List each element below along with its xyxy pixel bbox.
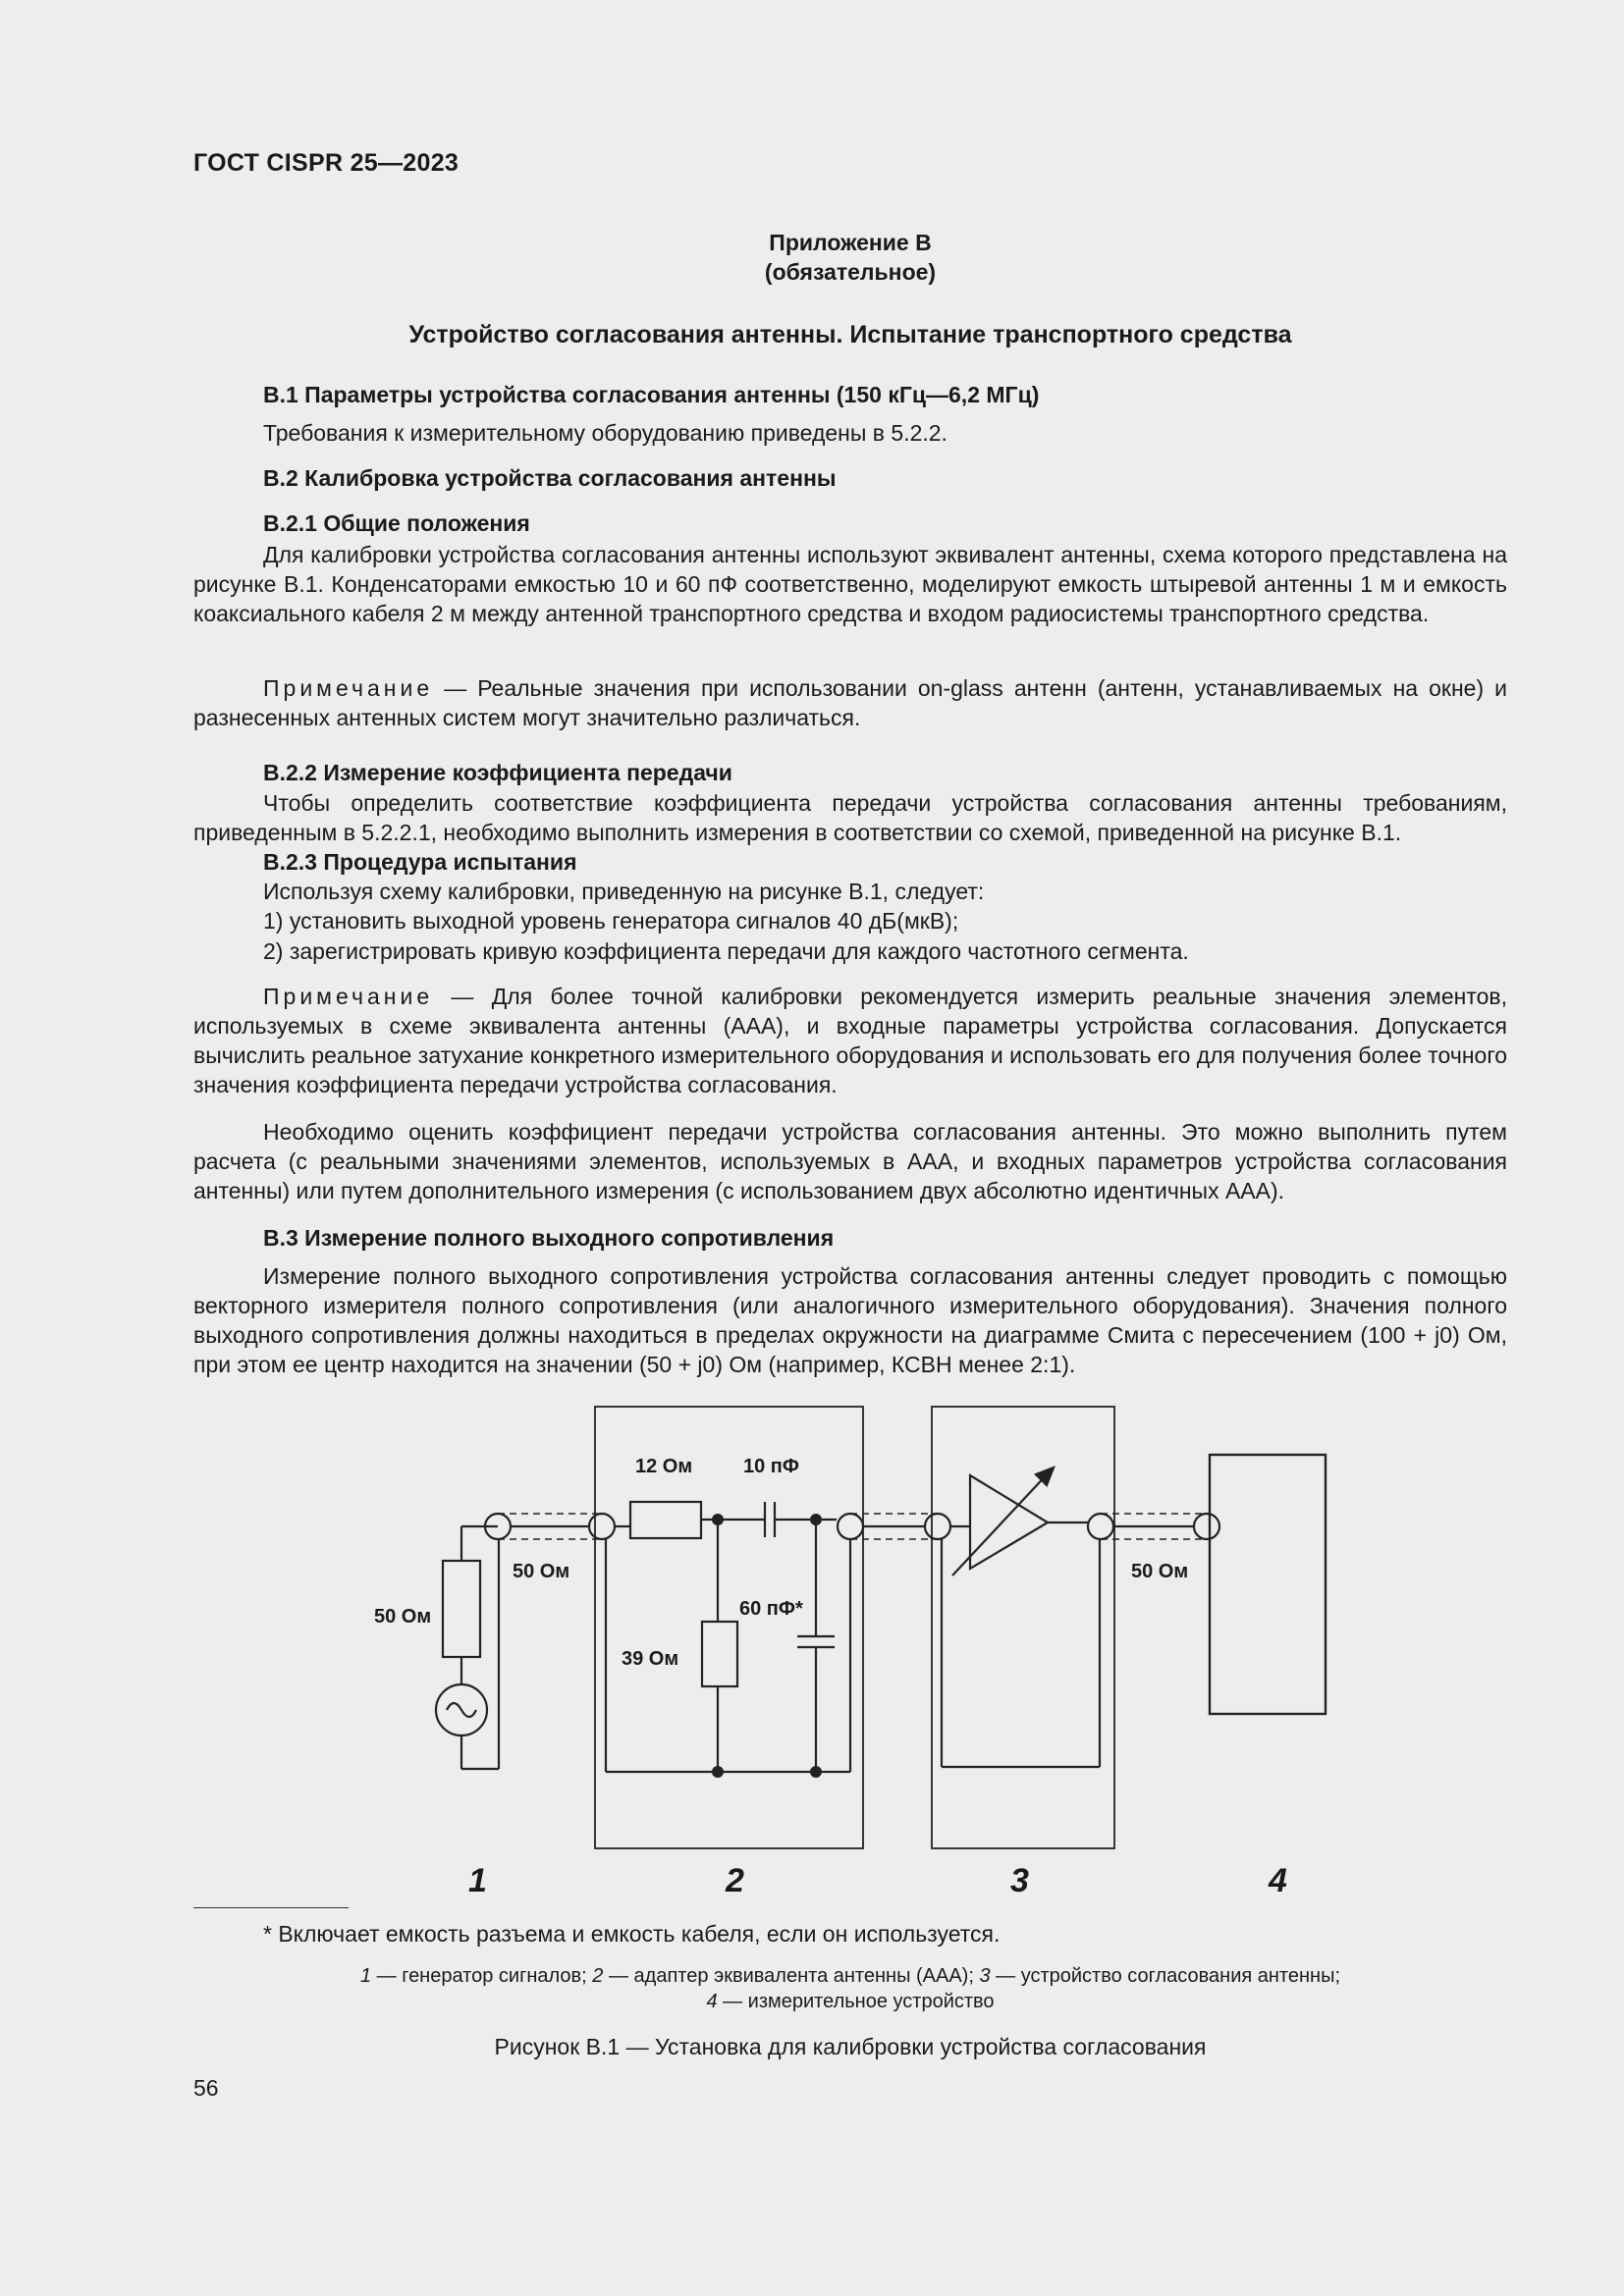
connector xyxy=(589,1514,615,1539)
connector xyxy=(1194,1514,1219,1539)
annex-status: (обязательное) xyxy=(764,259,937,285)
note-2-text: — Для более точной калибровки рекомендуется измерить реальные значения элементов, используемых в схеме эквивалента антенны (ААА), и входные параметры устройства согласования. Допускается вычислить реальное затухание конкретного измерительного оборудования и использовать его для получения более точного значения коэффициента передачи устройства согласования. xyxy=(193,984,1507,1097)
list-item: 1) установить выходной уровень генератора сигналов 40 дБ(мкВ); xyxy=(263,908,959,934)
document-header: ГОСТ CISPR 25—2023 xyxy=(193,149,460,177)
section-b3-title: В.3 Измерение полного выходного сопротивления xyxy=(263,1225,835,1251)
junction-dot xyxy=(712,1514,724,1525)
figure-number-2: 2 xyxy=(726,1862,744,1899)
connector xyxy=(925,1514,950,1539)
section-b22-text: Чтобы определить соответствие коэффициента передачи устройства согласования антенны требованиям, приведенным в 5.2.2.1, необходимо выполнить измерения в соответствии со схемой, приведенной на рисунке В.1. xyxy=(193,790,1507,845)
note-2-label: Примечание xyxy=(263,984,434,1009)
section-b21-text: Для калибровки устройства согласования антенны используют эквивалент антенны, схема которого представлена на рисунке В.1. Конденсаторами емкостью 10 и 60 пФ соответственно, моделируют емкость штыревой антенны 1 м и емкость коаксиального кабеля 2 м между антенной транспортного средства и входом радиосистемы транспортного средства. xyxy=(193,542,1507,626)
figure-footnote: * Включает емкость разъема и емкость кабеля, если он используется. xyxy=(263,1921,1001,1947)
figure-legend-line-2: 4 — измерительное устройство xyxy=(706,1991,995,2012)
note-1-label: Примечание xyxy=(263,675,434,701)
figure-number-3: 3 xyxy=(1010,1862,1029,1899)
section-b22-title: В.2.2 Измерение коэффициента передачи xyxy=(263,760,732,785)
label-50-ohm-cable-2: 50 Ом xyxy=(1131,1561,1189,1582)
section-b3-text: Измерение полного выходного сопротивления устройства согласования антенны следует проводить с помощью векторного измерителя полного сопротивления (или аналогичного измерительного оборудования). Значения полного выходного сопротивления должны находиться в пределах окружности на диаграмме Смита с пересечением (100 + j0) Ом, при этом ее центр находится на значении (50 + j0) Ом (например, КСВН менее 2:1). xyxy=(193,1263,1507,1377)
junction-dot xyxy=(810,1514,822,1525)
label-12-ohm: 12 Ом xyxy=(635,1456,693,1477)
measuring-device-box xyxy=(1210,1455,1326,1714)
section-b2-title: В.2 Калибровка устройства согласования антенны xyxy=(263,465,837,491)
figure-caption: Рисунок В.1 — Установка для калибровки устройства согласования xyxy=(494,2034,1207,2059)
section-b23-text: Используя схему калибровки, приведенную на рисунке В.1, следует: xyxy=(263,879,985,904)
section-b1-text: Требования к измерительному оборудованию приведены в 5.2.2. xyxy=(263,420,947,446)
junction-dot xyxy=(810,1766,822,1778)
figure-number-4: 4 xyxy=(1269,1862,1287,1899)
label-10-pf: 10 пФ xyxy=(743,1456,799,1477)
section-b1-title: В.1 Параметры устройства согласования антенны (150 кГц—6,2 МГц) xyxy=(263,382,1040,407)
junction-dot xyxy=(712,1766,724,1778)
label-60-pf: 60 пФ* xyxy=(739,1598,803,1620)
footnote-divider xyxy=(193,1907,349,1908)
label-50-ohm-cable-1: 50 Ом xyxy=(513,1561,570,1582)
figure-number-1: 1 xyxy=(468,1862,487,1899)
figure-legend-line-1: 1 — генератор сигналов; 2 — адаптер эквивалента антенны (ААА); 3 — устройство согласования антенны; xyxy=(359,1965,1341,1987)
connector xyxy=(838,1514,863,1539)
resistor-39-ohm xyxy=(702,1622,737,1686)
connector xyxy=(1088,1514,1113,1539)
label-39-ohm: 39 Ом xyxy=(622,1648,679,1670)
annex-heading: Устройство согласования антенны. Испытание транспортного средства xyxy=(408,321,1292,348)
amplifier-triangle-icon xyxy=(970,1475,1048,1569)
label-50-ohm-resistor: 50 Ом xyxy=(374,1606,432,1628)
list-item: 2) зарегистрировать кривую коэффициента передачи для каждого частотного сегмента. xyxy=(263,938,1189,964)
section-b23-paragraph: Необходимо оценить коэффициент передачи устройства согласования антенны. Это можно выполнить путем расчета (с реальными значениями элементов, используемых в ААА, и входных параметров устройства согласования антенны) или путем дополнительного измерения (с использованием двух абсолютно идентичных ААА). xyxy=(193,1119,1507,1203)
resistor-12-ohm xyxy=(630,1502,701,1538)
section-b21-title: В.2.1 Общие положения xyxy=(263,510,530,536)
page-number: 56 xyxy=(193,2075,219,2101)
annex-title: Приложение В xyxy=(769,230,932,255)
note-1-text: — Реальные значения при использовании on-glass антенн (антенн, устанавливаемых на окне) и разнесенных антенных систем могут значительно различаться. xyxy=(193,675,1507,730)
section-b23-title: В.2.3 Процедура испытания xyxy=(263,849,577,875)
matching-device-frame xyxy=(932,1407,1114,1848)
resistor-50-ohm xyxy=(443,1561,480,1657)
